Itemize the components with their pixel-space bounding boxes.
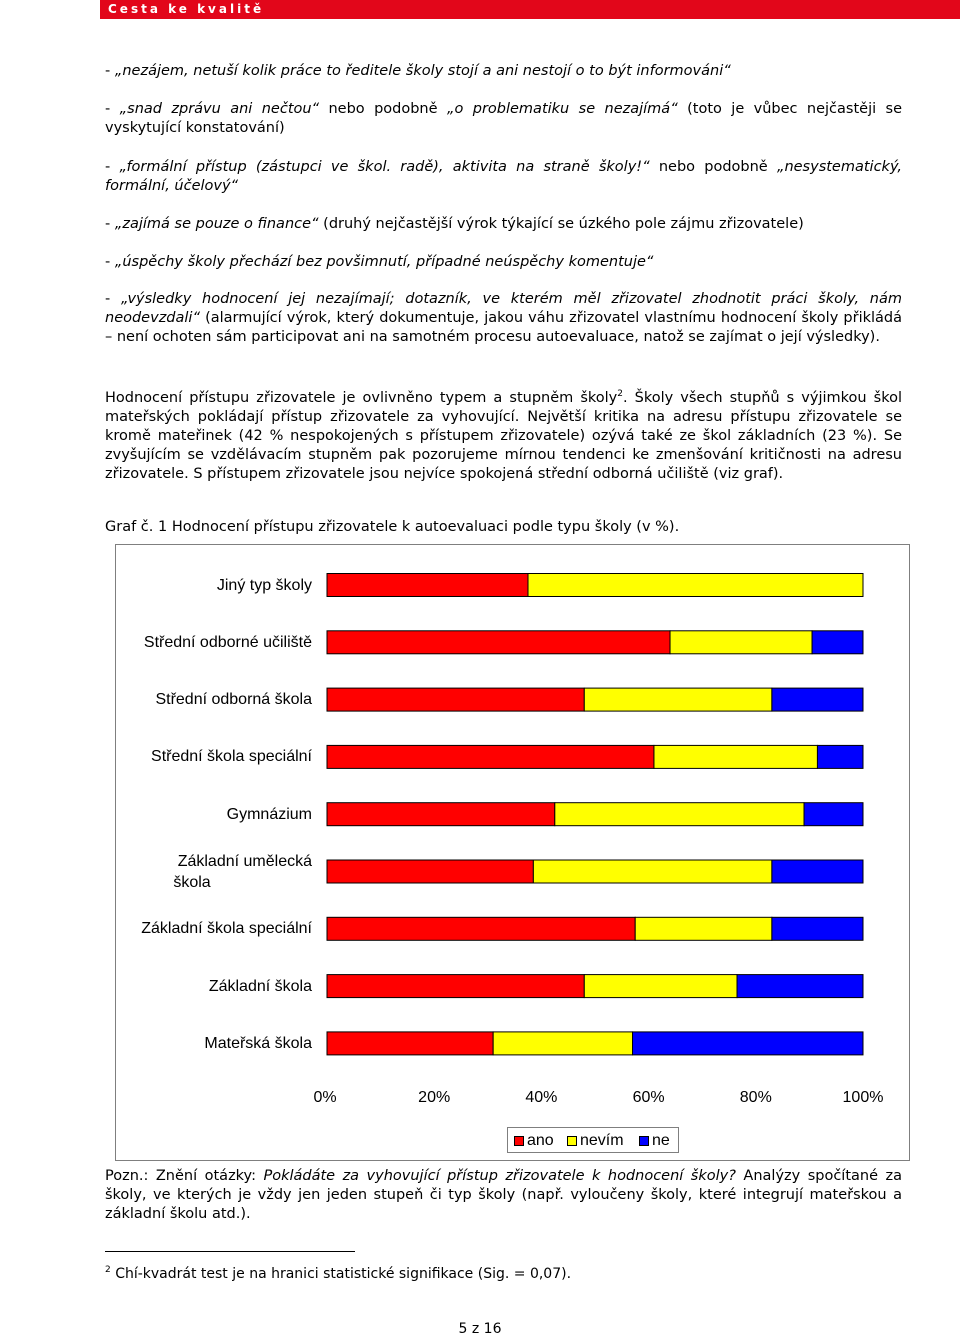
- legend-label-nevim: nevím: [580, 1132, 624, 1149]
- chart-legend: [507, 1127, 679, 1153]
- legend-label-ano: ano: [527, 1132, 554, 1149]
- category-label: [112, 976, 312, 997]
- chart-caption: Graf č. 1 Hodnocení přístupu zřizovatele k autoevaluaci podle typu školy (v %).: [105, 519, 680, 535]
- bullet-5: - „úspěchy školy přechází bez povšimnutí, případné neúspěchy komentuje“: [105, 254, 654, 270]
- page-number: 5 z 16: [458, 1321, 502, 1336]
- bullet-2: - „snad zprávu ani nečtou“ nebo podobně „o problematiku se nezajímá“ (toto je vůbec nejčastěji se vyskytující konstatování): [105, 101, 903, 136]
- category-label: [112, 746, 312, 767]
- bullet-4: - „zajímá se pouze o finance“ (druhý nejčastější výrok týkající se úzkého pole zájmu zřizovatele): [105, 216, 804, 232]
- category-label-line: Střední odborná škola: [155, 691, 312, 709]
- category-label-line: Mateřská škola: [204, 1034, 312, 1052]
- category-label: [112, 851, 312, 893]
- bullet-3: - „formální přístup (zástupci ve škol. radě), aktivita na straně školy!“ nebo podobně „nesystematický, formální, účelový“: [105, 159, 903, 194]
- legend-label-ne: ne: [652, 1132, 670, 1149]
- footnote-divider: [105, 1251, 355, 1252]
- category-label-line: Základní umělecká: [177, 852, 312, 870]
- legend-swatch-nevim: [567, 1136, 577, 1146]
- category-label-line: Základní škola speciální: [141, 920, 312, 938]
- bullet-1: - „nezájem, netuší kolik práce to ředitele školy stojí a ani nestojí o to být informováni“: [105, 63, 731, 79]
- x-tick-label: 100%: [842, 1089, 884, 1106]
- body-paragraph: Hodnocení přístupu zřizovatele je ovlivněno typem a stupněm školy$^2$. Školy všech stupňů s výjimkou škol mateřských pokládají přístup zřizovatele za vyhovující. Největší kritika na adresu přístupu zřizovatele se kromě mateřinek (42 % nespokojených s přístupem zřizovatele) ozývá také ze škol základních (23 %). Se zvyšujícím se vzdělávacím stupněm pak pozorujeme mírnou tendenci ke zmenšování kritičnosti na adresu zřizovatele. S přístupem zřizovatele jsou nejvíce spokojená střední odborná učiliště (viz graf).: [105, 389, 902, 482]
- category-label: [112, 632, 312, 653]
- category-label: [112, 689, 312, 710]
- category-label: [112, 1033, 312, 1054]
- legend-swatch-ano: [514, 1136, 524, 1146]
- category-label: [112, 804, 312, 825]
- x-tick-label: 80%: [739, 1089, 772, 1106]
- legend-item-nevim: [567, 1132, 624, 1150]
- legend-item-ne: [639, 1132, 670, 1150]
- x-tick-label: 60%: [632, 1089, 665, 1106]
- category-label-line: Střední škola speciální: [151, 748, 312, 766]
- legend-swatch-ne: [639, 1136, 649, 1146]
- category-label-line: Základní škola: [208, 977, 312, 995]
- x-tick-label: 40%: [525, 1089, 558, 1106]
- category-label-line: Gymnázium: [226, 805, 312, 823]
- x-tick-label: 20%: [418, 1089, 451, 1106]
- category-label-line: škola: [173, 873, 211, 891]
- bullet-6: - „výsledky hodnocení jej nezajímají; dotazník, ve kterém měl zřizovatel zhodnotit práci školy, nám neodevzdali“ (alarmující výrok, který dokumentuje, jakou váhu zřizovatel vlastnímu hodnocení školy přikládá – není ochoten sám participovat ani na samotném procesu autoevaluace, natož se zajímat o její výsledky).: [105, 291, 903, 345]
- category-label-line: Střední odborné učiliště: [143, 633, 312, 651]
- header-title: Cesta ke kvalitě: [108, 2, 265, 16]
- category-label-line: Jiný typ školy: [216, 576, 312, 594]
- category-label: [112, 918, 312, 939]
- legend-item-ano: [514, 1132, 554, 1150]
- chart-note: Pozn.: Znění otázky: Pokládáte za vyhovující přístup zřizovatele k hodnocení školy? Analýzy spočítané za školy, ve kterých je vždy jen jeden stupeň či typ školy (např. vyloučeny školy, které integrují mateřskou a základní školu atd.).: [105, 1168, 902, 1222]
- footnote: $^2$ Chí-kvadrát test je na hranici statistické signifikace (Sig. = 0,07).: [105, 1265, 572, 1282]
- x-tick-label: 0%: [313, 1089, 337, 1106]
- category-label: [112, 575, 312, 596]
